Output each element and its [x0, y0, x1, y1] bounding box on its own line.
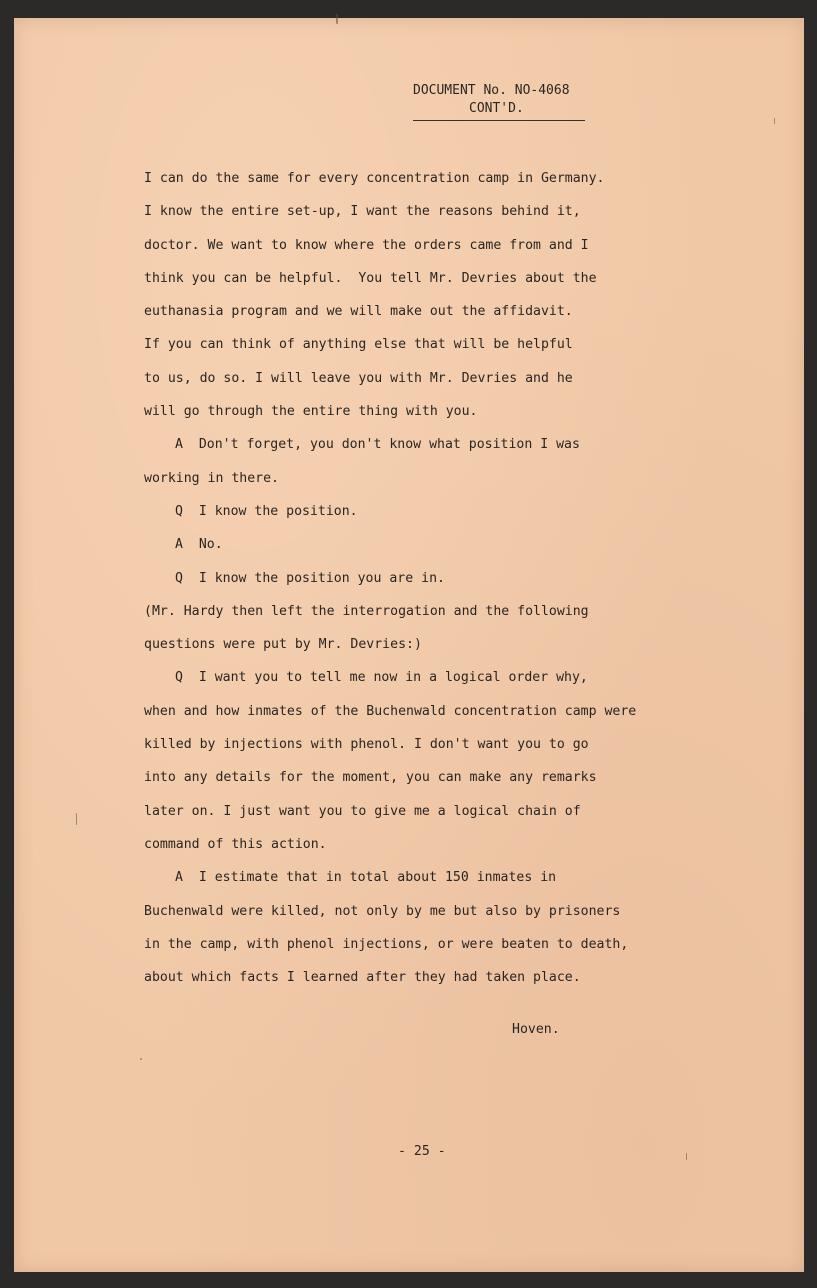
answer-line: A I estimate that in total about 150 inmates in	[175, 870, 557, 886]
paper-mark	[140, 1058, 142, 1060]
page-number: - 25 -	[398, 1144, 446, 1159]
transcript-line: to us, do so. I will leave you with Mr. Devries and he	[144, 370, 573, 386]
document-header	[413, 82, 585, 121]
question-line: Q I want you to tell me now in a logical order why,	[175, 670, 588, 686]
answer-line: A Don't forget, you don't know what position I was	[175, 437, 580, 453]
paper-mark	[336, 14, 338, 24]
transcript-line: working in there.	[144, 470, 279, 486]
transcript-note: (Mr. Hardy then left the interrogation and the following	[144, 603, 589, 619]
question-line: Q I know the position.	[175, 503, 358, 519]
transcript-line: think you can be helpful. You tell Mr. Devries about the	[144, 270, 597, 286]
signature: Hoven.	[512, 1022, 560, 1037]
paper-mark	[774, 118, 775, 124]
transcript-line: in the camp, with phenol injections, or were beaten to death,	[144, 936, 629, 952]
transcript-line: into any details for the moment, you can make any remarks	[144, 770, 597, 786]
transcript-line: killed by injections with phenol. I don't want you to go	[144, 737, 589, 753]
transcript-line: I can do the same for every concentration camp in Germany.	[144, 171, 605, 186]
transcript-line: later on. I just want you to give me a logical chain of	[144, 803, 581, 819]
transcript-line: will go through the entire thing with you.	[144, 404, 478, 420]
paper-mark	[686, 1153, 687, 1160]
transcript-note: questions were put by Mr. Devries:)	[144, 637, 422, 653]
paper-mark	[76, 813, 77, 825]
transcript-line: when and how inmates of the Buchenwald concentration camp were	[144, 703, 637, 719]
transcript-line: Buchenwald were killed, not only by me but also by prisoners	[144, 903, 621, 919]
transcript-line: If you can think of anything else that will be helpful	[144, 337, 573, 353]
transcript-line: doctor. We want to know where the orders came from and I	[144, 237, 589, 253]
transcript-line: about which facts I learned after they had taken place.	[144, 970, 581, 986]
interrogation-transcript	[144, 162, 664, 994]
answer-line: A No.	[175, 537, 223, 553]
continued-label: CONT'D.	[413, 100, 585, 121]
question-line: Q I know the position you are in.	[175, 570, 445, 586]
transcript-line: euthanasia program and we will make out the affidavit.	[144, 304, 573, 320]
transcript-line: command of this action.	[144, 836, 327, 852]
document-number: DOCUMENT No. NO-4068	[413, 83, 570, 98]
transcript-line: I know the entire set-up, I want the reasons behind it,	[144, 204, 581, 220]
